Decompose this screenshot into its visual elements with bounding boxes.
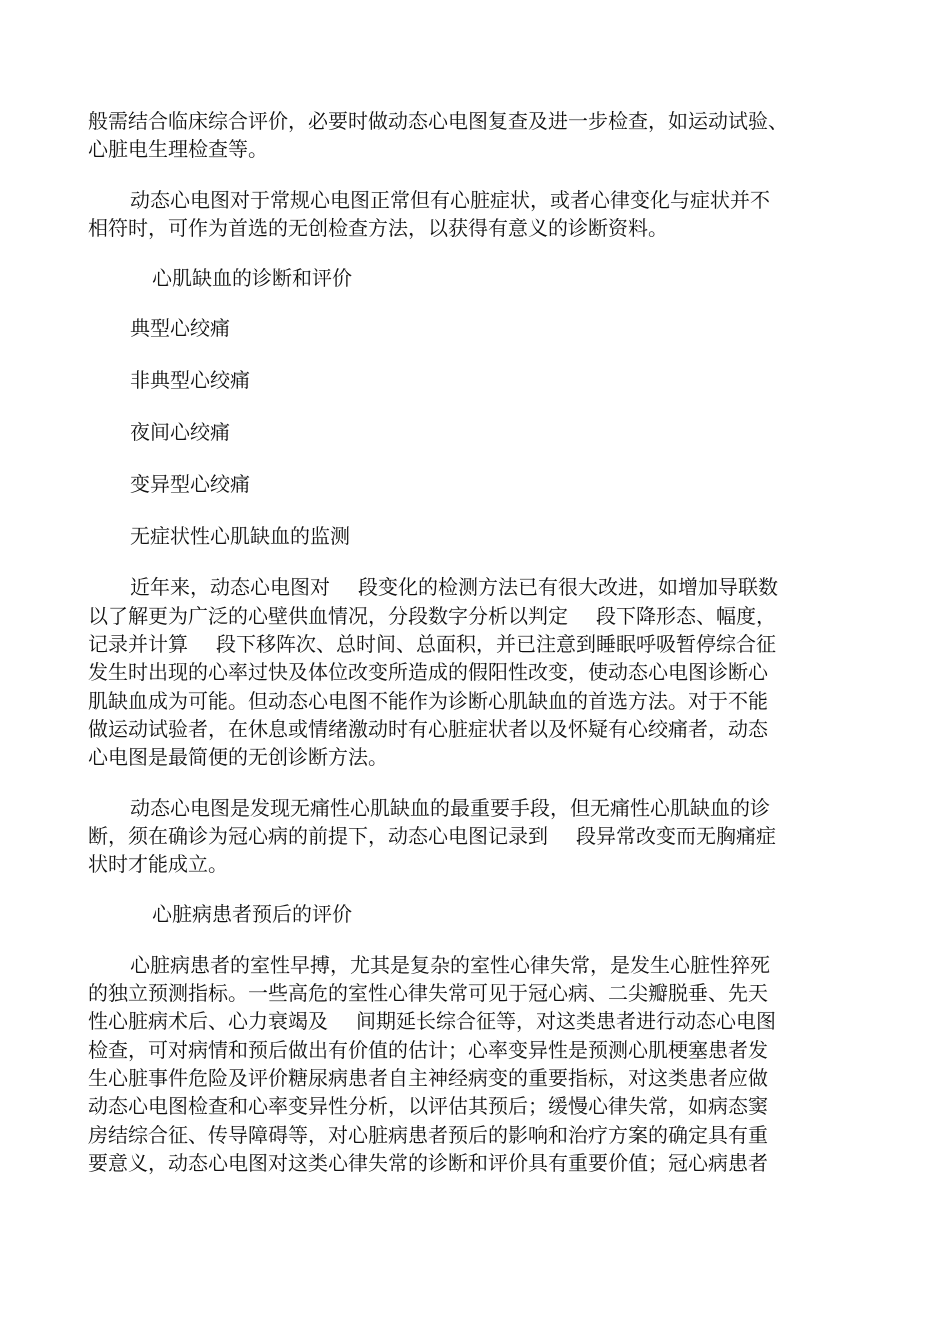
list-item: 无症状性心肌缺血的监测 xyxy=(130,523,350,548)
text-line: 动态心电图检查和心率变异性分析，以评估其预后；缓慢心律失常，如病态窦 xyxy=(88,1094,768,1119)
text-segment: 性心脏病术后、心力衰竭及 xyxy=(88,1009,328,1034)
text-line xyxy=(88,1007,850,1035)
text-line xyxy=(88,822,850,850)
document-page xyxy=(88,107,850,1199)
list-item: 变异型心绞痛 xyxy=(130,471,250,496)
text-line: 发生时出现的心率过快及体位改变所造成的假阳性改变，使动态心电图诊断心 xyxy=(88,660,768,685)
text-segment: 断，须在确诊为冠心病的前提下，动态心电图记录到 xyxy=(88,823,548,848)
text-line: 般需结合临床综合评价，必要时做动态心电图复查及进一步检查，如运动试验、 xyxy=(88,109,788,133)
text-segment: 段异常改变而无胸痛症 xyxy=(576,823,776,848)
list-item: 非典型心绞痛 xyxy=(130,368,250,393)
section-heading-ischemia: 心肌缺血的诊断和评价 xyxy=(152,266,352,291)
list-item: 典型心绞痛 xyxy=(130,316,230,341)
text-segment: 段下移阵次、总时间、总面积，并已注意到睡眠呼吸暂停综合征 xyxy=(216,632,776,657)
text-line: 生心脏事件危险及评价糖尿病患者自主神经病变的重要指标，对这类患者应做 xyxy=(88,1065,768,1090)
text-segment: 记录并计算 xyxy=(88,632,188,657)
text-segment: 段变化的检测方法已有很大改进，如增加导联数 xyxy=(358,575,778,600)
text-segment: 段下降形态、幅度， xyxy=(596,603,776,628)
text-segment: 近年来，动态心电图对 xyxy=(130,575,330,600)
text-line: 心脏电生理检查等。 xyxy=(88,137,268,162)
paragraph-prognosis xyxy=(88,951,850,1177)
text-line: 房结综合征、传导障碍等，对心脏病患者预后的影响和治疗方案的确定具有重 xyxy=(88,1122,768,1147)
text-line: 检查，可对病情和预后做出有价值的估计；心率变异性是预测心肌梗塞患者发 xyxy=(88,1037,768,1062)
text-line: 动态心电图对于常规心电图正常但有心脏症状，或者心律变化与症状并不 xyxy=(130,187,770,212)
paragraph-silent-ischemia xyxy=(88,794,850,879)
text-line xyxy=(88,602,850,630)
section-heading-prognosis: 心脏病患者预后的评价 xyxy=(152,902,352,927)
text-line: 相符时，可作为首选的无创检查方法，以获得有意义的诊断资料。 xyxy=(88,215,668,240)
text-line: 心电图是最简便的无创诊断方法。 xyxy=(88,745,388,770)
paragraph-st-analysis xyxy=(88,573,850,771)
text-line: 要意义，动态心电图对这类心律失常的诊断和评价具有重要价值；冠心病患者 xyxy=(88,1150,768,1175)
text-line: 做运动试验者，在休息或情绪激动时有心脏症状者以及怀疑有心绞痛者，动态 xyxy=(88,716,768,741)
text-line: 的独立预测指标。一些高危的室性心律失常可见于冠心病、二尖瓣脱垂、先天 xyxy=(88,981,768,1006)
text-line xyxy=(88,630,850,658)
list-item: 夜间心绞痛 xyxy=(130,420,230,445)
text-segment: 以了解更为广泛的心壁供血情况，分段数字分析以判定 xyxy=(88,603,568,628)
text-line: 动态心电图是发现无痛性心肌缺血的最重要手段，但无痛性心肌缺血的诊 xyxy=(130,795,770,820)
text-line: 肌缺血成为可能。但动态心电图不能作为诊断心肌缺血的首选方法。对于不能 xyxy=(88,688,768,713)
text-line: 状时才能成立。 xyxy=(88,852,228,877)
text-line xyxy=(88,573,850,601)
text-segment: 间期延长综合征等，对这类患者进行动态心电图 xyxy=(356,1009,776,1034)
paragraph-holter-indication xyxy=(88,186,850,243)
text-line: 心脏病患者的室性早搏，尤其是复杂的室性心律失常，是发生心脏性猝死 xyxy=(130,952,770,977)
paragraph-continued xyxy=(88,107,850,164)
